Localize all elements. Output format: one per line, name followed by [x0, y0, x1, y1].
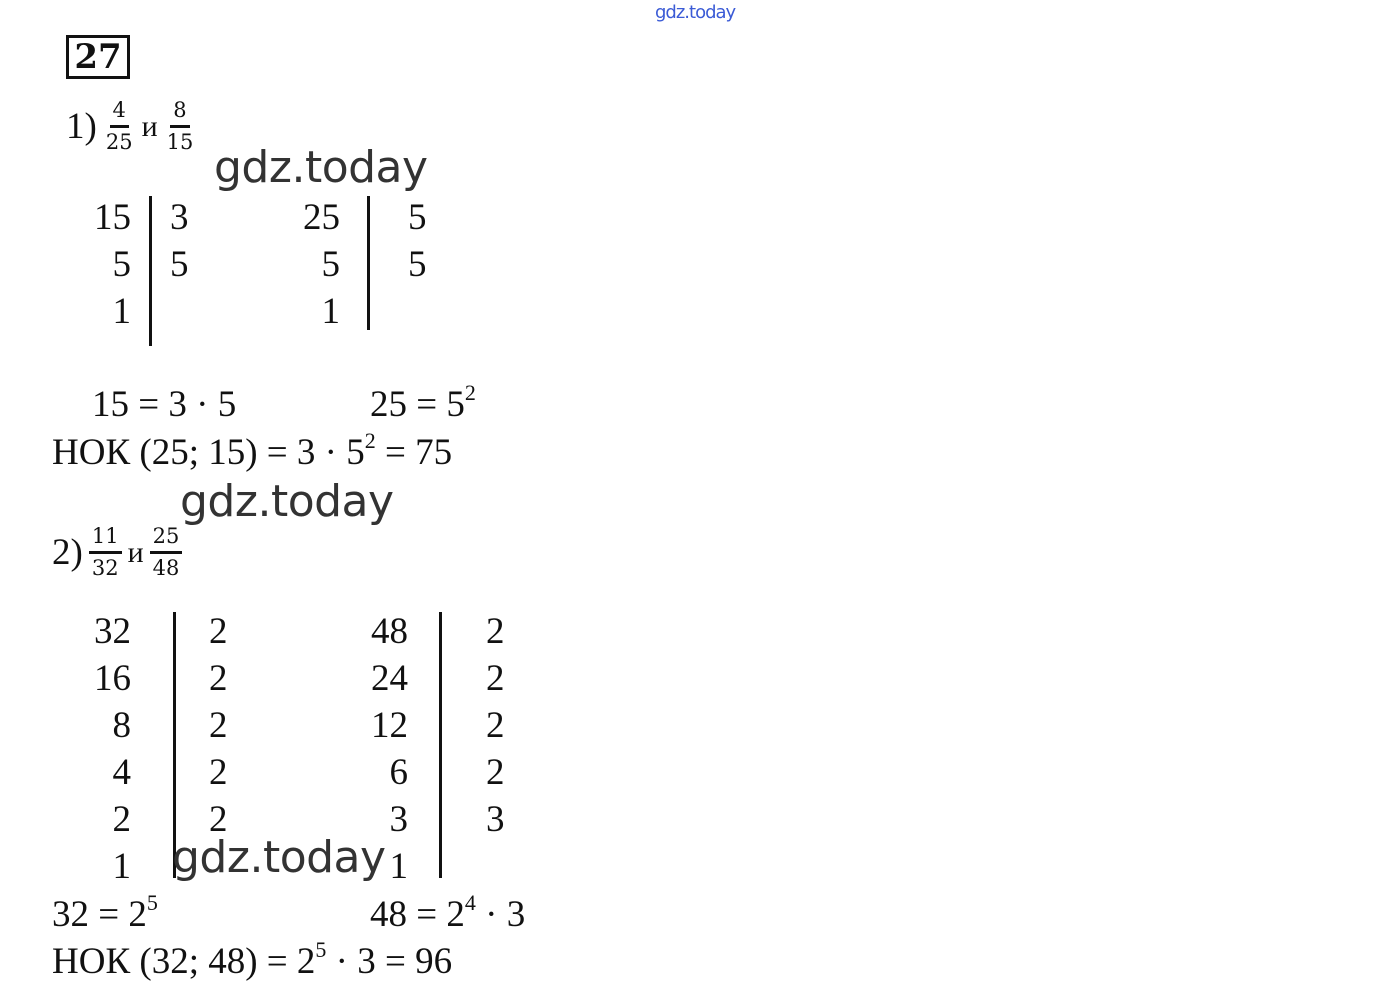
eq-base: 32 = 2	[52, 894, 147, 935]
dividend-number: 1	[321, 291, 340, 332]
dividend-number: 5	[112, 244, 131, 285]
part1-fraction-a	[103, 100, 136, 153]
dividend-number: 25	[303, 197, 340, 238]
task-number: 27	[66, 35, 130, 79]
part2-eq-left	[52, 890, 158, 935]
lcm-start: НОК (32; 48) = 2	[52, 941, 316, 982]
part1-eq-right	[370, 380, 476, 425]
part2-label: 2)	[52, 532, 83, 573]
watermark-top: gdz.today	[655, 2, 736, 23]
part2-conj: и	[127, 535, 144, 569]
part1-eq-left: 15 = 3 · 5	[92, 384, 237, 425]
part1-fraction-b	[164, 100, 197, 153]
dividend-number: 8	[112, 705, 131, 746]
part1-lcm	[52, 428, 453, 473]
watermark-1: gdz.today	[214, 142, 428, 193]
dividend-number: 48	[371, 611, 408, 652]
prime-factor: 2	[486, 705, 505, 746]
part2-table-right-divider	[439, 612, 442, 878]
dividend-number: 1	[112, 291, 131, 332]
prime-factor: 5	[408, 244, 427, 285]
eq-end: · 3	[475, 894, 526, 935]
part2-lcm	[52, 937, 453, 982]
part1-heading	[66, 100, 196, 153]
eq-base: 25 = 5	[370, 384, 465, 425]
part1-table-right-divider	[367, 196, 370, 330]
lcm-exponent: 5	[315, 937, 327, 962]
prime-factor: 3	[170, 197, 189, 238]
dividend-number: 3	[389, 799, 408, 840]
prime-factor: 5	[408, 197, 427, 238]
eq-exponent: 4	[464, 890, 476, 915]
dividend-number: 12	[371, 705, 408, 746]
prime-factor: 2	[486, 611, 505, 652]
eq-exponent: 5	[146, 890, 158, 915]
dividend-number: 4	[112, 752, 131, 793]
lcm-start: НОК (25; 15) = 3 · 5	[52, 432, 365, 473]
dividend-number: 32	[94, 611, 131, 652]
fraction-numerator: 11	[89, 526, 122, 554]
prime-factor: 2	[209, 705, 228, 746]
prime-factor: 2	[209, 799, 228, 840]
dividend-number: 5	[321, 244, 340, 285]
fraction-denominator: 25	[105, 130, 133, 154]
dividend-number: 16	[94, 658, 131, 699]
lcm-end: = 75	[375, 432, 453, 473]
part2-eq-right	[370, 890, 526, 935]
part1-table-left-divider	[149, 196, 152, 346]
watermark-3: gdz.today	[172, 832, 386, 883]
lcm-exponent: 2	[364, 428, 376, 453]
prime-factor: 2	[486, 752, 505, 793]
fraction-numerator: 8	[170, 100, 189, 128]
fraction-denominator: 32	[91, 556, 119, 580]
prime-factor: 2	[486, 658, 505, 699]
part2-fraction-b	[150, 526, 183, 579]
fraction-denominator: 15	[166, 130, 194, 154]
dividend-number: 15	[94, 197, 131, 238]
dividend-number: 2	[112, 799, 131, 840]
prime-factor: 2	[209, 611, 228, 652]
prime-factor: 5	[170, 244, 189, 285]
dividend-number: 1	[389, 846, 408, 887]
fraction-numerator: 4	[110, 100, 129, 128]
part2-fraction-a	[89, 526, 122, 579]
prime-factor: 2	[209, 658, 228, 699]
fraction-denominator: 48	[152, 556, 180, 580]
eq-exponent: 2	[464, 380, 476, 405]
prime-factor: 2	[209, 752, 228, 793]
watermark-2: gdz.today	[180, 476, 394, 527]
eq-base: 48 = 2	[370, 894, 465, 935]
part2-heading	[52, 526, 182, 579]
lcm-end: · 3 = 96	[326, 941, 453, 982]
dividend-number: 6	[389, 752, 408, 793]
fraction-numerator: 25	[150, 526, 183, 554]
part1-label: 1)	[66, 106, 97, 147]
dividend-number: 24	[371, 658, 408, 699]
prime-factor: 3	[486, 799, 505, 840]
part1-conj: и	[141, 109, 158, 143]
dividend-number: 1	[112, 846, 131, 887]
